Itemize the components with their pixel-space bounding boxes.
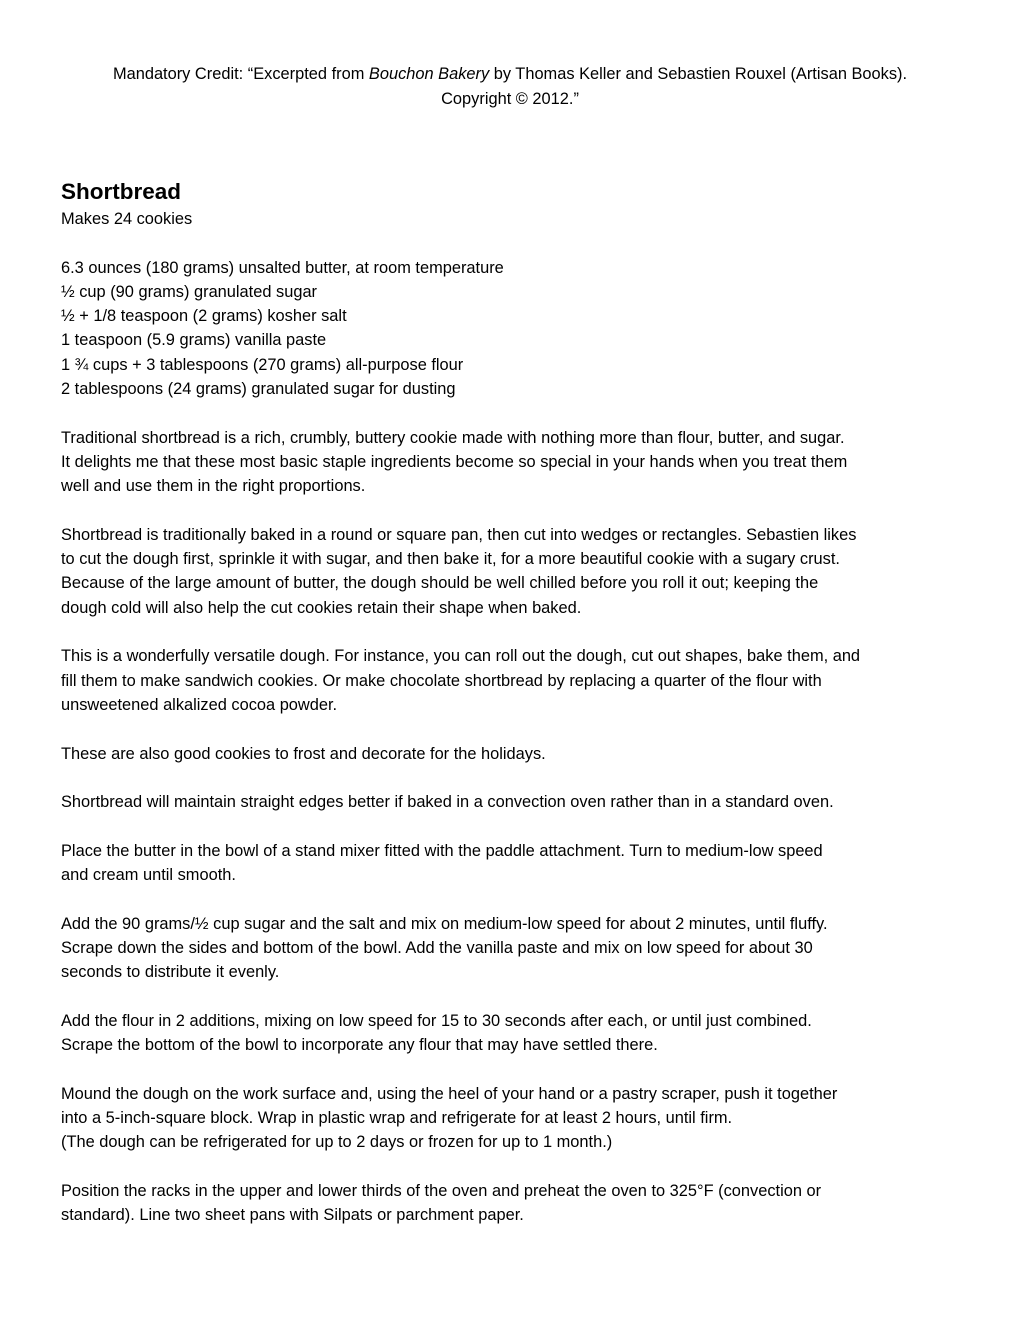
step-preheat-oven [61,1179,971,1228]
text-line: seconds to distribute it evenly. [61,963,280,982]
ingredient-list [61,256,971,402]
text-line: These are also good cookies to frost and decorate for the holidays. [61,744,546,763]
ingredient-item: 1 ¾ cups + 3 tablespoons (270 grams) all-purpose flour [61,355,464,374]
text-line: It delights me that these most basic staple ingredients become so special in your hands when you treat them [61,452,848,471]
paragraph-versatile [61,644,971,717]
text-line: Place the butter in the bowl of a stand mixer fitted with the paddle attachment. Turn to medium-low speed [61,841,823,860]
recipe-yield: Makes 24 cookies [61,210,193,228]
recipe-body [61,177,971,1227]
step-add-sugar [61,912,971,985]
text-line: Add the 90 grams/½ cup sugar and the salt and mix on medium-low speed for about 2 minutes, until fluffy. [61,914,828,933]
credit-line-1 [40,62,980,87]
text-line: Traditional shortbread is a rich, crumbly, buttery cookie made with nothing more than flour, butter, and sugar. [61,428,845,447]
text-line: This is a wonderfully versatile dough. For instance, you can roll out the dough, cut out shapes, bake them, and [61,647,861,666]
paragraph-baking-note [61,523,971,620]
ingredient-item: 6.3 ounces (180 grams) unsalted butter, at room temperature [61,258,504,277]
text-line: to cut the dough first, sprinkle it with sugar, and then bake it, for a more beautiful cookie with a sugary crust. [61,550,840,569]
text-line: Scrape the bottom of the bowl to incorporate any flour that may have settled there. [61,1036,658,1055]
recipe-title: Shortbread [61,179,182,204]
ingredient-item: ½ + 1/8 teaspoon (2 grams) kosher salt [61,307,347,326]
text-line: (The dough can be refrigerated for up to 2 days or frozen for up to 1 month.) [61,1133,613,1152]
text-line: and cream until smooth. [61,866,236,885]
ingredient-item: 2 tablespoons (24 grams) granulated sugar for dusting [61,380,456,399]
text-line: Shortbread will maintain straight edges better if baked in a convection oven rather than in a standard oven. [61,793,834,812]
text-line: Shortbread is traditionally baked in a round or square pan, then cut into wedges or rectangles. Sebastien likes [61,525,857,544]
text-line: fill them to make sandwich cookies. Or make chocolate shortbread by replacing a quarter of the flour with [61,671,822,690]
credit-suffix: by Thomas Keller and Sebastien Rouxel (Artisan Books). [489,65,908,83]
paragraph-convection [61,790,971,814]
text-line: Because of the large amount of butter, the dough should be well chilled before you roll it out; keeping the [61,574,819,593]
text-line: standard). Line two sheet pans with Silpats or parchment paper. [61,1206,524,1225]
text-line: unsweetened alkalized cocoa powder. [61,695,338,714]
text-line: Scrape down the sides and bottom of the bowl. Add the vanilla paste and mix on low speed for about 30 [61,938,813,957]
text-line: Position the racks in the upper and lower thirds of the oven and preheat the oven to 325°F (convection or [61,1181,822,1200]
step-shape-dough [61,1082,971,1155]
book-title: Bouchon Bakery [368,65,490,83]
text-line: into a 5-inch-square block. Wrap in plastic wrap and refrigerate for at least 2 hours, until firm. [61,1108,733,1127]
credit-line-2: Copyright © 2012.” [441,89,579,108]
text-line: dough cold will also help the cut cookies retain their shape when baked. [61,598,582,617]
paragraph-intro [61,426,971,499]
text-line: Mound the dough on the work surface and, using the heel of your hand or a pastry scraper, push it together [61,1084,838,1103]
step-cream-butter [61,839,971,888]
step-add-flour [61,1009,971,1058]
ingredient-item: ½ cup (90 grams) granulated sugar [61,282,318,301]
text-line: well and use them in the right proportions. [61,477,366,496]
text-line: Add the flour in 2 additions, mixing on low speed for 15 to 30 seconds after each, or until just combined. [61,1011,812,1030]
ingredient-item: 1 teaspoon (5.9 grams) vanilla paste [61,331,327,350]
credit-prefix: Mandatory Credit: “Excerpted from [112,65,369,83]
paragraph-holidays [61,742,971,766]
mandatory-credit [40,62,980,111]
